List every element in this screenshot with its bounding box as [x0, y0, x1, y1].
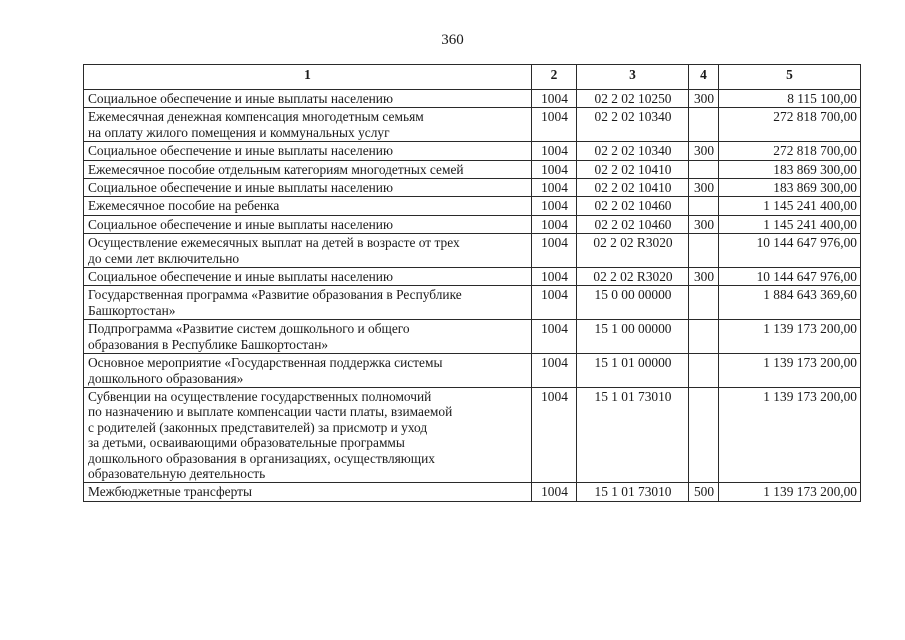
row-section-cell: 1004 [532, 320, 577, 354]
row-section-cell: 1004 [532, 268, 577, 286]
header-col-1: 1 [84, 65, 532, 90]
row-target-article-cell: 15 1 01 00000 [577, 354, 689, 388]
table-row [84, 90, 861, 108]
row-amount-cell: 183 869 300,00 [719, 179, 861, 197]
header-col-2: 2 [532, 65, 577, 90]
row-name-cell: Социальное обеспечение и иные выплаты населению [84, 90, 532, 108]
row-target-article-cell: 02 2 02 10460 [577, 215, 689, 233]
row-name-cell: Осуществление ежемесячных выплат на детей в возрасте от трех до семи лет включительно [84, 234, 532, 268]
header-col-5: 5 [719, 65, 861, 90]
row-target-article-cell: 02 2 02 10410 [577, 179, 689, 197]
row-expense-type-cell: 300 [689, 179, 719, 197]
row-amount-cell: 1 145 241 400,00 [719, 197, 861, 215]
table-body [84, 90, 861, 502]
table-row [84, 108, 861, 142]
row-expense-type-cell: 300 [689, 90, 719, 108]
row-expense-type-cell [689, 320, 719, 354]
row-target-article-cell: 02 2 02 10250 [577, 90, 689, 108]
row-amount-cell: 183 869 300,00 [719, 160, 861, 178]
row-name-cell: Субвенции на осуществление государственных полномочий по назначению и выплате компенсации части платы, взимаемой с родителей (законных представителей) за присмотр и уход за детьми, осваивающими образовательные программы дошкольного образования в организациях, осуществляющих образовательную деятельность [84, 387, 532, 482]
row-section-cell: 1004 [532, 90, 577, 108]
row-name-cell: Социальное обеспечение и иные выплаты населению [84, 268, 532, 286]
row-expense-type-cell: 300 [689, 268, 719, 286]
row-expense-type-cell [689, 286, 719, 320]
table-row [84, 197, 861, 215]
row-name-cell: Межбюджетные трансферты [84, 483, 532, 501]
header-col-3: 3 [577, 65, 689, 90]
row-name-cell: Подпрограмма «Развитие систем дошкольного и общего образования в Республике Башкортостан» [84, 320, 532, 354]
table-row [84, 387, 861, 482]
row-amount-cell: 272 818 700,00 [719, 142, 861, 160]
row-expense-type-cell: 300 [689, 215, 719, 233]
table-row [84, 142, 861, 160]
row-amount-cell: 1 139 173 200,00 [719, 483, 861, 501]
header-col-4: 4 [689, 65, 719, 90]
row-target-article-cell: 02 2 02 R3020 [577, 234, 689, 268]
row-section-cell: 1004 [532, 179, 577, 197]
row-name-cell: Социальное обеспечение и иные выплаты населению [84, 142, 532, 160]
row-name-cell: Основное мероприятие «Государственная поддержка системы дошкольного образования» [84, 354, 532, 388]
row-amount-cell: 10 144 647 976,00 [719, 268, 861, 286]
budget-table [83, 64, 861, 502]
row-target-article-cell: 02 2 02 10410 [577, 160, 689, 178]
row-target-article-cell: 02 2 02 10460 [577, 197, 689, 215]
table-row [84, 268, 861, 286]
row-target-article-cell: 02 2 02 10340 [577, 142, 689, 160]
row-amount-cell: 1 139 173 200,00 [719, 354, 861, 388]
row-name-cell: Ежемесячное пособие отдельным категориям многодетных семей [84, 160, 532, 178]
table-row [84, 215, 861, 233]
table-row [84, 160, 861, 178]
row-expense-type-cell [689, 160, 719, 178]
row-expense-type-cell [689, 108, 719, 142]
row-name-cell: Социальное обеспечение и иные выплаты населению [84, 215, 532, 233]
table-row [84, 179, 861, 197]
row-section-cell: 1004 [532, 234, 577, 268]
row-expense-type-cell [689, 354, 719, 388]
row-target-article-cell: 15 1 01 73010 [577, 483, 689, 501]
row-name-cell: Государственная программа «Развитие образования в Республике Башкортостан» [84, 286, 532, 320]
row-section-cell: 1004 [532, 387, 577, 482]
row-expense-type-cell [689, 197, 719, 215]
row-name-cell: Ежемесячное пособие на ребенка [84, 197, 532, 215]
row-amount-cell: 1 884 643 369,60 [719, 286, 861, 320]
row-amount-cell: 272 818 700,00 [719, 108, 861, 142]
row-amount-cell: 1 139 173 200,00 [719, 320, 861, 354]
row-section-cell: 1004 [532, 197, 577, 215]
row-section-cell: 1004 [532, 142, 577, 160]
row-expense-type-cell: 500 [689, 483, 719, 501]
header-row [84, 65, 861, 90]
row-section-cell: 1004 [532, 483, 577, 501]
row-section-cell: 1004 [532, 354, 577, 388]
row-section-cell: 1004 [532, 108, 577, 142]
row-target-article-cell: 02 2 02 R3020 [577, 268, 689, 286]
table-row [84, 320, 861, 354]
row-amount-cell: 8 115 100,00 [719, 90, 861, 108]
table-row [84, 354, 861, 388]
row-section-cell: 1004 [532, 215, 577, 233]
row-target-article-cell: 15 1 01 73010 [577, 387, 689, 482]
row-amount-cell: 1 139 173 200,00 [719, 387, 861, 482]
table-row [84, 286, 861, 320]
row-section-cell: 1004 [532, 286, 577, 320]
row-amount-cell: 1 145 241 400,00 [719, 215, 861, 233]
row-target-article-cell: 15 1 00 00000 [577, 320, 689, 354]
table-row [84, 234, 861, 268]
row-expense-type-cell [689, 234, 719, 268]
row-amount-cell: 10 144 647 976,00 [719, 234, 861, 268]
row-name-cell: Ежемесячная денежная компенсация многодетным семьям на оплату жилого помещения и коммунальных услуг [84, 108, 532, 142]
page-number: 360 [441, 32, 464, 48]
row-target-article-cell: 15 0 00 00000 [577, 286, 689, 320]
table-header [84, 65, 861, 90]
row-name-cell: Социальное обеспечение и иные выплаты населению [84, 179, 532, 197]
row-expense-type-cell: 300 [689, 142, 719, 160]
row-section-cell: 1004 [532, 160, 577, 178]
table-row [84, 483, 861, 501]
row-expense-type-cell [689, 387, 719, 482]
row-target-article-cell: 02 2 02 10340 [577, 108, 689, 142]
